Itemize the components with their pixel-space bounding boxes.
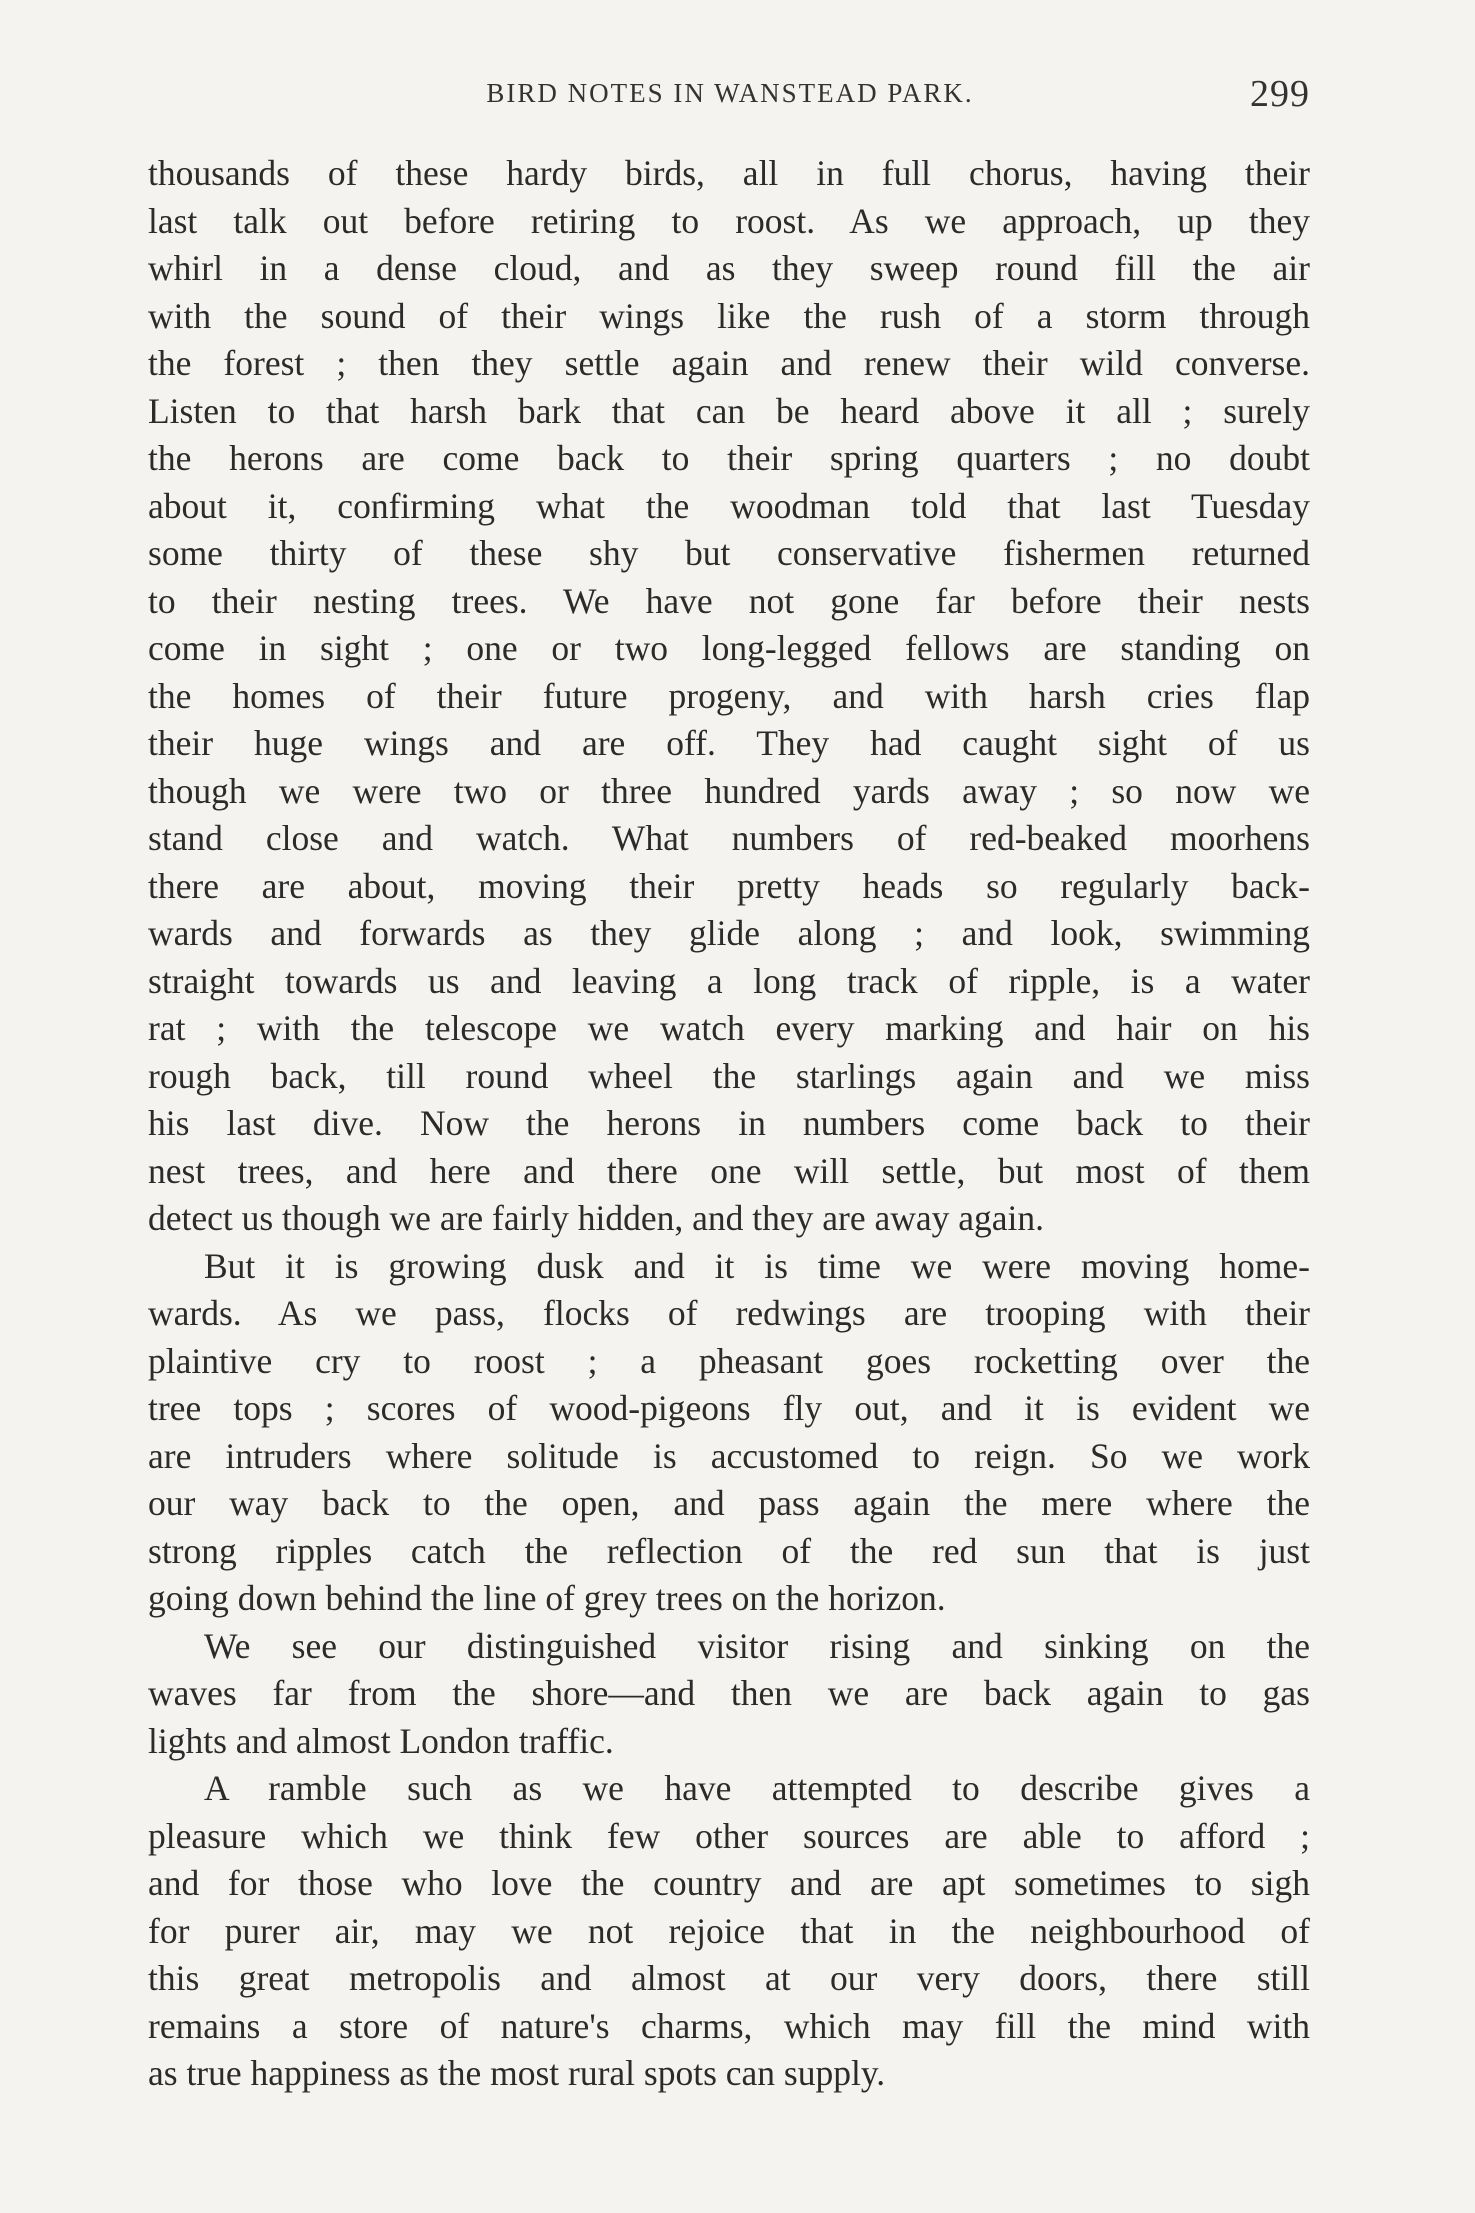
text-line: to their nesting trees. We have not gone far before their nests bbox=[148, 580, 1310, 621]
text-line: some thirty of these shy but conservative fishermen returned bbox=[148, 533, 1310, 573]
text-line: stand close and watch. What numbers of red-beaked moorhens bbox=[148, 818, 1310, 858]
paragraph-start: But it is growing dusk and it is time we were moving home- bbox=[204, 1245, 1310, 1286]
text-line: wards. As we pass, flocks of redwings are trooping with their bbox=[148, 1293, 1310, 1333]
page-number: 299 bbox=[1250, 73, 1310, 115]
text-line: as true happiness as the most rural spots can supply. bbox=[148, 2053, 886, 2093]
text-line: straight towards us and leaving a long track of ripple, is a water bbox=[148, 960, 1310, 1001]
text-line: remains a store of nature's charms, which may fill the mind with bbox=[148, 2005, 1310, 2046]
text-line: going down behind the line of grey trees on the horizon. bbox=[148, 1578, 946, 1618]
text-line: last talk out before retiring to roost. As we approach, up they bbox=[148, 200, 1310, 241]
text-line: with the sound of their wings like the rush of a storm through bbox=[148, 295, 1310, 336]
text-line: their huge wings and are off. They had caught sight of us bbox=[148, 723, 1310, 763]
text-line: are intruders where solitude is accustomed to reign. So we work bbox=[148, 1435, 1310, 1476]
text-line: there are about, moving their pretty heads so regularly back- bbox=[148, 865, 1310, 906]
text-line: rough back, till round wheel the starlings again and we miss bbox=[148, 1055, 1310, 1096]
text-line: waves far from the shore—and then we are back again to gas bbox=[148, 1673, 1310, 1713]
text-line: nest trees, and here and there one will settle, but most of them bbox=[148, 1150, 1310, 1191]
text-line: strong ripples catch the reflection of the red sun that is just bbox=[148, 1530, 1310, 1571]
paragraph-start: We see our distinguished visitor rising and sinking on the bbox=[204, 1625, 1310, 1666]
text-line: our way back to the open, and pass again the mere where the bbox=[148, 1483, 1310, 1523]
running-head bbox=[150, 73, 1310, 128]
text-line: the homes of their future progeny, and with harsh cries flap bbox=[148, 675, 1310, 716]
text-line: tree tops ; scores of wood-pigeons fly out, and it is evident we bbox=[148, 1388, 1310, 1428]
text-line: Listen to that harsh bark that can be heard above it all ; surely bbox=[148, 390, 1310, 431]
body-text bbox=[148, 150, 1310, 2098]
text-line: pleasure which we think few other sources are able to afford ; bbox=[148, 1815, 1310, 1856]
text-line: come in sight ; one or two long-legged fellows are standing on bbox=[148, 628, 1310, 668]
text-line: and for those who love the country and are apt sometimes to sigh bbox=[148, 1863, 1310, 1903]
text-line: plaintive cry to roost ; a pheasant goes rocketting over the bbox=[148, 1340, 1310, 1381]
text-line: the herons are come back to their spring quarters ; no doubt bbox=[148, 438, 1310, 478]
text-line: though we were two or three hundred yards away ; so now we bbox=[148, 770, 1310, 811]
text-line: wards and forwards as they glide along ; and look, swimming bbox=[148, 913, 1310, 953]
text-line: this great metropolis and almost at our very doors, there still bbox=[148, 1958, 1310, 1998]
paragraph-start: A ramble such as we have attempted to describe gives a bbox=[204, 1768, 1310, 1808]
text-line: detect us though we are fairly hidden, and they are away again. bbox=[148, 1198, 1045, 1238]
text-line: his last dive. Now the herons in numbers come back to their bbox=[148, 1103, 1310, 1143]
running-title: BIRD NOTES IN WANSTEAD PARK. bbox=[486, 78, 974, 108]
text-line: whirl in a dense cloud, and as they sweep round fill the air bbox=[148, 248, 1310, 288]
text-line: rat ; with the telescope we watch every marking and hair on his bbox=[148, 1008, 1310, 1048]
text-line: about it, confirming what the woodman told that last Tuesday bbox=[148, 485, 1310, 526]
text-line: lights and almost London traffic. bbox=[148, 1720, 614, 1761]
text-line: the forest ; then they settle again and renew their wild converse. bbox=[148, 343, 1310, 383]
text-line: for purer air, may we not rejoice that in the neighbourhood of bbox=[148, 1910, 1310, 1951]
text-line: thousands of these hardy birds, all in full chorus, having their bbox=[148, 153, 1310, 193]
